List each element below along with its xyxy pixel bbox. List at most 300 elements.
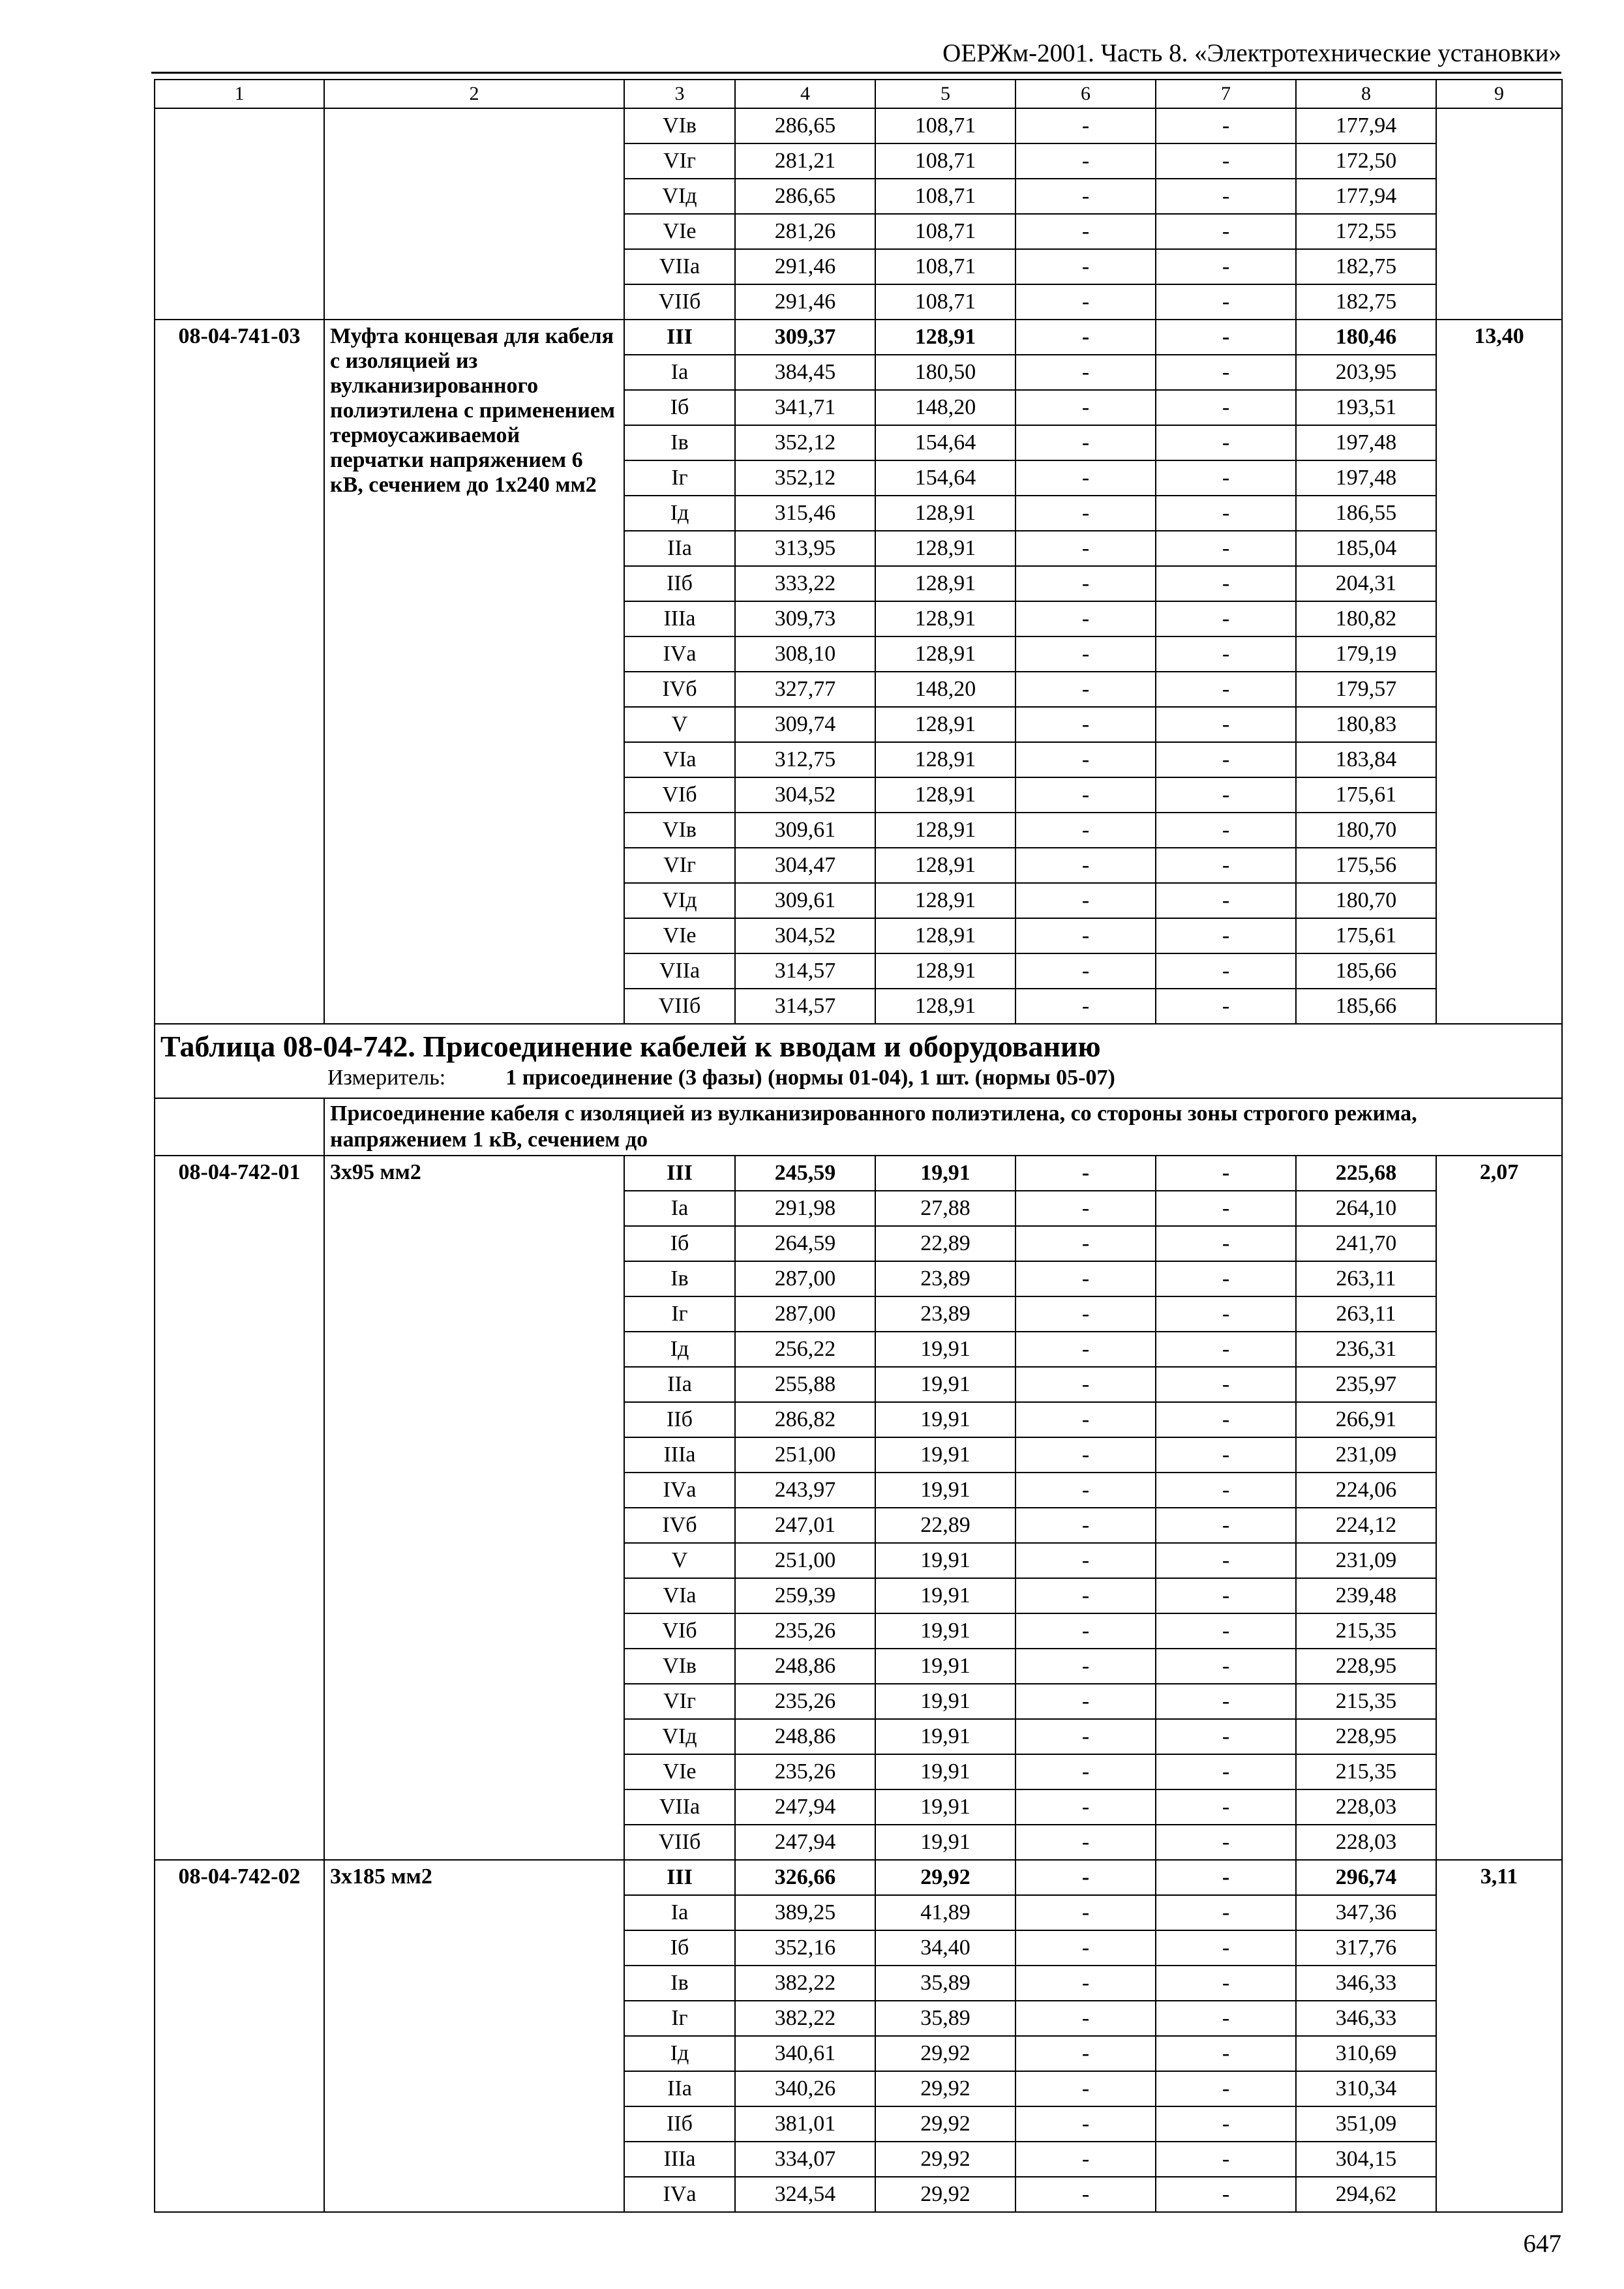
table-cell: VIе <box>624 1754 735 1789</box>
table-cell: Iб <box>624 1226 735 1261</box>
norm-name: Муфта концевая для кабеля с изоляцией из вулканизированного полиэтилена с применением термоусаживаемой перчатки напряжением 6 кВ, сечением до 1х240 мм2 <box>324 320 624 1024</box>
table-cell: VIв <box>624 108 735 143</box>
table-cell: 128,91 <box>875 496 1015 531</box>
table-cell: 264,10 <box>1296 1191 1436 1226</box>
table-cell: 180,50 <box>875 355 1015 390</box>
table-cell: 128,91 <box>875 953 1015 989</box>
table-cell: VIIб <box>624 1825 735 1860</box>
table-cell: V <box>624 707 735 742</box>
table-cell: - <box>1015 953 1156 989</box>
table-cell: - <box>1015 460 1156 496</box>
table-cell: - <box>1015 2071 1156 2106</box>
table-cell: 286,82 <box>735 1402 875 1437</box>
table-cell: 287,00 <box>735 1261 875 1296</box>
table-cell: - <box>1015 1367 1156 1402</box>
table-cell: - <box>1015 1332 1156 1367</box>
table-cell: 324,54 <box>735 2177 875 2212</box>
table-cell: 248,86 <box>735 1649 875 1684</box>
table-cell: 309,61 <box>735 813 875 848</box>
norm-col9: 13,40 <box>1436 320 1562 1024</box>
table-cell: VIб <box>624 777 735 813</box>
table-cell: - <box>1015 1613 1156 1649</box>
table-cell: Iд <box>624 496 735 531</box>
table-cell: 347,36 <box>1296 1895 1436 1930</box>
table-cell: 248,86 <box>735 1719 875 1754</box>
table-cell: - <box>1015 636 1156 672</box>
table-cell: IIб <box>624 566 735 601</box>
table-cell: - <box>1015 989 1156 1024</box>
table-cell: 183,84 <box>1296 742 1436 777</box>
norms-table-body <box>155 80 1562 2212</box>
norm-col9: 2,07 <box>1436 1156 1562 1860</box>
table-cell: 23,89 <box>875 1261 1015 1296</box>
table-cell: 19,91 <box>875 1754 1015 1789</box>
table-cell: VIг <box>624 143 735 179</box>
table-cell: - <box>1156 214 1296 249</box>
column-number: 5 <box>875 80 1015 108</box>
table-cell: 263,11 <box>1296 1261 1436 1296</box>
table-cell: 19,91 <box>875 1367 1015 1402</box>
table-cell: III <box>624 1860 735 1895</box>
table-cell: VIIа <box>624 249 735 284</box>
table-cell: VIг <box>624 1684 735 1719</box>
table-cell: 327,77 <box>735 672 875 707</box>
table-cell: VIIб <box>624 284 735 320</box>
table-cell: Iд <box>624 1332 735 1367</box>
table-cell: - <box>1156 1332 1296 1367</box>
table-cell: 193,51 <box>1296 390 1436 425</box>
table-cell: 352,16 <box>735 1930 875 1966</box>
table-cell: - <box>1156 1367 1296 1402</box>
table-cell: 180,83 <box>1296 707 1436 742</box>
table-cell: IIа <box>624 2071 735 2106</box>
table-cell: - <box>1015 214 1156 249</box>
table-cell: 352,12 <box>735 460 875 496</box>
table-cell: - <box>1015 1473 1156 1508</box>
table-cell: - <box>1156 531 1296 566</box>
table-cell: 19,91 <box>875 1332 1015 1367</box>
table-cell: Iа <box>624 1895 735 1930</box>
table-cell: 203,95 <box>1296 355 1436 390</box>
table-cell: 291,46 <box>735 284 875 320</box>
table-cell: 239,48 <box>1296 1578 1436 1613</box>
table-cell: - <box>1015 2142 1156 2177</box>
table-cell: - <box>1015 707 1156 742</box>
table-cell: - <box>1156 1825 1296 1860</box>
table-cell: 35,89 <box>875 2001 1015 2036</box>
table-cell: - <box>1015 883 1156 918</box>
table-cell: - <box>1015 1226 1156 1261</box>
table-cell: 19,91 <box>875 1613 1015 1649</box>
table-cell: - <box>1156 320 1296 355</box>
table-cell: 185,04 <box>1296 531 1436 566</box>
table-cell: 389,25 <box>735 1895 875 1930</box>
table-cell: 128,91 <box>875 918 1015 953</box>
continuation-col9-cell <box>1436 108 1562 320</box>
table-cell: 352,12 <box>735 425 875 460</box>
norm-name: 3х95 мм2 <box>324 1156 624 1860</box>
table-cell: 247,94 <box>735 1789 875 1825</box>
table-cell: 180,82 <box>1296 601 1436 636</box>
table-cell: - <box>1015 355 1156 390</box>
table-cell: - <box>1015 249 1156 284</box>
table-cell: - <box>1015 742 1156 777</box>
table-cell: Iд <box>624 2036 735 2071</box>
table-cell: VIIа <box>624 1789 735 1825</box>
table-cell: 29,92 <box>875 2071 1015 2106</box>
norms-table <box>154 79 1563 2213</box>
table-cell: 128,91 <box>875 636 1015 672</box>
table-cell: 186,55 <box>1296 496 1436 531</box>
table-cell: 23,89 <box>875 1296 1015 1332</box>
table-title-row <box>155 1024 1562 1098</box>
table-cell: - <box>1156 2001 1296 2036</box>
table-cell: Iа <box>624 355 735 390</box>
table-cell: - <box>1015 601 1156 636</box>
table-cell: 148,20 <box>875 672 1015 707</box>
table-cell: 179,19 <box>1296 636 1436 672</box>
table-cell: 175,61 <box>1296 918 1436 953</box>
table-cell: - <box>1156 1437 1296 1473</box>
table-cell: 108,71 <box>875 214 1015 249</box>
table-cell: 215,35 <box>1296 1613 1436 1649</box>
table-cell: - <box>1156 1649 1296 1684</box>
table-cell: V <box>624 1543 735 1578</box>
table-cell: 228,03 <box>1296 1789 1436 1825</box>
table-cell: Iв <box>624 1261 735 1296</box>
table-cell: Iг <box>624 2001 735 2036</box>
table-cell: 41,89 <box>875 1895 1015 1930</box>
table-cell: 19,91 <box>875 1825 1015 1860</box>
table-cell: 128,91 <box>875 707 1015 742</box>
table-cell: - <box>1015 848 1156 883</box>
table-cell: - <box>1015 1402 1156 1437</box>
column-number: 7 <box>1156 80 1296 108</box>
table-cell: Iб <box>624 390 735 425</box>
table-cell: - <box>1156 2142 1296 2177</box>
table-cell: - <box>1015 2177 1156 2212</box>
column-number: 6 <box>1015 80 1156 108</box>
table-cell: 128,91 <box>875 320 1015 355</box>
table-cell: 27,88 <box>875 1191 1015 1226</box>
table-cell: 172,50 <box>1296 143 1436 179</box>
table-cell: 177,94 <box>1296 179 1436 214</box>
table-cell: 309,37 <box>735 320 875 355</box>
table-cell: - <box>1156 1895 1296 1930</box>
table-cell: 235,26 <box>735 1684 875 1719</box>
table-cell: 128,91 <box>875 989 1015 1024</box>
table-cell: - <box>1015 1860 1156 1895</box>
measure-value: 1 присоединение (3 фазы) (нормы 01-04), 1 шт. (нормы 05-07) <box>505 1066 1115 1090</box>
table-cell: - <box>1015 1578 1156 1613</box>
table-cell: 235,26 <box>735 1613 875 1649</box>
table-cell: VIа <box>624 742 735 777</box>
table-cell: - <box>1156 1226 1296 1261</box>
table-cell: III <box>624 1156 735 1191</box>
table-cell: 19,91 <box>875 1473 1015 1508</box>
table-cell: VIб <box>624 1613 735 1649</box>
table-cell: 247,01 <box>735 1508 875 1543</box>
table-cell: IVб <box>624 672 735 707</box>
table-cell: - <box>1156 1578 1296 1613</box>
measure-label: Измеритель: <box>327 1066 446 1090</box>
table-cell: 251,00 <box>735 1543 875 1578</box>
header-rule <box>151 72 1561 74</box>
table-cell: 215,35 <box>1296 1684 1436 1719</box>
table-cell: - <box>1015 390 1156 425</box>
table-cell: VIе <box>624 214 735 249</box>
table-cell: 29,92 <box>875 2036 1015 2071</box>
table-cell: 19,91 <box>875 1402 1015 1437</box>
table-cell: 108,71 <box>875 179 1015 214</box>
table-cell: - <box>1015 813 1156 848</box>
table-cell: 19,91 <box>875 1684 1015 1719</box>
norm-code: 08-04-742-01 <box>155 1156 324 1860</box>
table-cell: 304,52 <box>735 918 875 953</box>
table-cell: 231,09 <box>1296 1437 1436 1473</box>
table-cell: - <box>1015 1684 1156 1719</box>
table-row <box>155 108 1562 143</box>
table-cell: - <box>1156 496 1296 531</box>
table-cell: 29,92 <box>875 2106 1015 2142</box>
table-cell: 304,52 <box>735 777 875 813</box>
table-cell: 287,00 <box>735 1296 875 1332</box>
table-cell: 241,70 <box>1296 1226 1436 1261</box>
table-cell: 128,91 <box>875 566 1015 601</box>
table-cell: - <box>1015 672 1156 707</box>
table-cell: - <box>1015 1437 1156 1473</box>
table-cell: 315,46 <box>735 496 875 531</box>
table-cell: - <box>1156 1508 1296 1543</box>
table-cell: 247,94 <box>735 1825 875 1860</box>
subtitle-row <box>155 1098 1562 1156</box>
table-cell: VIе <box>624 918 735 953</box>
table-cell: 128,91 <box>875 848 1015 883</box>
table-cell: - <box>1015 320 1156 355</box>
table-cell: 29,92 <box>875 2142 1015 2177</box>
table-title: Таблица 08-04-742. Присоединение кабелей к вводам и оборудованию <box>160 1030 1101 1063</box>
table-cell: 128,91 <box>875 883 1015 918</box>
table-cell: 291,98 <box>735 1191 875 1226</box>
table-cell: 236,31 <box>1296 1332 1436 1367</box>
table-cell: 182,75 <box>1296 249 1436 284</box>
table-cell: - <box>1156 1296 1296 1332</box>
norm-col9: 3,11 <box>1436 1860 1562 2212</box>
table-cell: 384,45 <box>735 355 875 390</box>
table-cell: 179,57 <box>1296 672 1436 707</box>
table-cell: 148,20 <box>875 390 1015 425</box>
table-cell: 172,55 <box>1296 214 1436 249</box>
table-cell: 382,22 <box>735 2001 875 2036</box>
table-cell: - <box>1015 179 1156 214</box>
table-cell: VIв <box>624 1649 735 1684</box>
table-cell: 224,12 <box>1296 1508 1436 1543</box>
table-cell: 281,21 <box>735 143 875 179</box>
table-row <box>155 320 1562 355</box>
table-cell: 19,91 <box>875 1156 1015 1191</box>
table-cell: - <box>1156 601 1296 636</box>
table-cell: VIд <box>624 179 735 214</box>
table-cell: 19,91 <box>875 1578 1015 1613</box>
table-cell: - <box>1156 355 1296 390</box>
table-cell: - <box>1156 1719 1296 1754</box>
table-cell: IIб <box>624 2106 735 2142</box>
table-cell: - <box>1156 672 1296 707</box>
table-cell: - <box>1156 249 1296 284</box>
table-cell: 286,65 <box>735 108 875 143</box>
table-cell: 309,61 <box>735 883 875 918</box>
table-cell: - <box>1156 1789 1296 1825</box>
table-cell: 255,88 <box>735 1367 875 1402</box>
table-cell: 312,75 <box>735 742 875 777</box>
table-cell: IIIа <box>624 601 735 636</box>
table-cell: 266,91 <box>1296 1402 1436 1437</box>
table-cell: 346,33 <box>1296 1966 1436 2001</box>
table-cell: 180,70 <box>1296 883 1436 918</box>
column-numbers-row <box>155 80 1562 108</box>
column-number: 9 <box>1436 80 1562 108</box>
table-cell: - <box>1015 1895 1156 1930</box>
table-cell: - <box>1156 1613 1296 1649</box>
column-number: 1 <box>155 80 324 108</box>
table-cell: - <box>1015 496 1156 531</box>
table-cell: 108,71 <box>875 249 1015 284</box>
table-cell: 19,91 <box>875 1543 1015 1578</box>
table-cell: - <box>1015 918 1156 953</box>
table-cell: - <box>1015 1789 1156 1825</box>
table-cell: - <box>1156 284 1296 320</box>
table-cell: - <box>1015 1508 1156 1543</box>
table-cell: 19,91 <box>875 1649 1015 1684</box>
table-row <box>155 1156 1562 1191</box>
table-cell: 225,68 <box>1296 1156 1436 1191</box>
norm-name: 3х185 мм2 <box>324 1860 624 2212</box>
table-cell: 204,31 <box>1296 566 1436 601</box>
table-cell: IIб <box>624 1402 735 1437</box>
table-cell: Iг <box>624 460 735 496</box>
table-cell: - <box>1015 1930 1156 1966</box>
table-cell: - <box>1156 108 1296 143</box>
table-cell: - <box>1156 425 1296 460</box>
table-cell: 35,89 <box>875 1966 1015 2001</box>
table-cell: 314,57 <box>735 953 875 989</box>
table-cell: IIIа <box>624 2142 735 2177</box>
table-cell: - <box>1156 1754 1296 1789</box>
table-cell: 22,89 <box>875 1508 1015 1543</box>
table-cell: 175,61 <box>1296 777 1436 813</box>
table-cell: 304,15 <box>1296 2142 1436 2177</box>
table-cell: 29,92 <box>875 1860 1015 1895</box>
table-cell: - <box>1015 531 1156 566</box>
table-cell: - <box>1015 777 1156 813</box>
table-cell: Iв <box>624 425 735 460</box>
table-cell: - <box>1156 1402 1296 1437</box>
column-number: 8 <box>1296 80 1436 108</box>
table-cell: 346,33 <box>1296 2001 1436 2036</box>
subtitle-empty-cell <box>155 1098 324 1156</box>
table-cell: VIд <box>624 883 735 918</box>
table-cell: 108,71 <box>875 143 1015 179</box>
table-cell: 286,65 <box>735 179 875 214</box>
table-cell: 34,40 <box>875 1930 1015 1966</box>
table-cell: 108,71 <box>875 108 1015 143</box>
table-cell: VIа <box>624 1578 735 1613</box>
table-cell: - <box>1156 1473 1296 1508</box>
table-cell: - <box>1156 1966 1296 2001</box>
table-cell: - <box>1015 1719 1156 1754</box>
table-cell: - <box>1156 883 1296 918</box>
table-cell: 259,39 <box>735 1578 875 1613</box>
table-cell: - <box>1156 636 1296 672</box>
table-cell: - <box>1015 2001 1156 2036</box>
continuation-code-cell <box>155 108 324 320</box>
table-cell: 263,11 <box>1296 1296 1436 1332</box>
table-cell: 340,26 <box>735 2071 875 2106</box>
table-cell: - <box>1156 848 1296 883</box>
table-cell: 128,91 <box>875 813 1015 848</box>
table-cell: 185,66 <box>1296 989 1436 1024</box>
table-cell: - <box>1156 1543 1296 1578</box>
table-cell: 310,34 <box>1296 2071 1436 2106</box>
table-cell: 333,22 <box>735 566 875 601</box>
table-cell: 19,91 <box>875 1437 1015 1473</box>
table-cell: - <box>1015 1966 1156 2001</box>
table-cell: - <box>1156 1156 1296 1191</box>
table-cell: 154,64 <box>875 425 1015 460</box>
table-cell: - <box>1015 1754 1156 1789</box>
table-cell: - <box>1015 1825 1156 1860</box>
table-cell: - <box>1156 143 1296 179</box>
table-cell: - <box>1156 707 1296 742</box>
table-cell: VIIа <box>624 953 735 989</box>
table-cell: Iв <box>624 1966 735 2001</box>
table-cell: 128,91 <box>875 742 1015 777</box>
table-cell: - <box>1015 143 1156 179</box>
table-cell: - <box>1015 108 1156 143</box>
table-cell: VIг <box>624 848 735 883</box>
table-cell: - <box>1156 390 1296 425</box>
table-cell: 309,73 <box>735 601 875 636</box>
table-cell: 245,59 <box>735 1156 875 1191</box>
column-number: 4 <box>735 80 875 108</box>
table-cell: IIIа <box>624 1437 735 1473</box>
table-cell: 108,71 <box>875 284 1015 320</box>
table-cell: - <box>1015 566 1156 601</box>
table-cell: - <box>1156 2071 1296 2106</box>
table-cell: 310,69 <box>1296 2036 1436 2071</box>
table-cell: - <box>1015 1261 1156 1296</box>
table-cell: 215,35 <box>1296 1754 1436 1789</box>
table-cell: IIа <box>624 531 735 566</box>
table-cell: 304,47 <box>735 848 875 883</box>
table-cell: - <box>1156 1191 1296 1226</box>
table-cell: - <box>1156 2036 1296 2071</box>
running-header: ОЕРЖм-2001. Часть 8. «Электротехнические установки» <box>942 39 1561 67</box>
table-cell: - <box>1156 2106 1296 2142</box>
table-cell: 340,61 <box>735 2036 875 2071</box>
table-cell: IVа <box>624 1473 735 1508</box>
norm-code: 08-04-742-02 <box>155 1860 324 2212</box>
table-cell: 314,57 <box>735 989 875 1024</box>
table-cell: - <box>1015 1191 1156 1226</box>
table-cell: VIд <box>624 1719 735 1754</box>
table-cell: - <box>1015 1296 1156 1332</box>
table-cell: - <box>1015 1156 1156 1191</box>
table-cell: 182,75 <box>1296 284 1436 320</box>
table-cell: 22,89 <box>875 1226 1015 1261</box>
table-cell: 243,97 <box>735 1473 875 1508</box>
table-cell: 197,48 <box>1296 460 1436 496</box>
